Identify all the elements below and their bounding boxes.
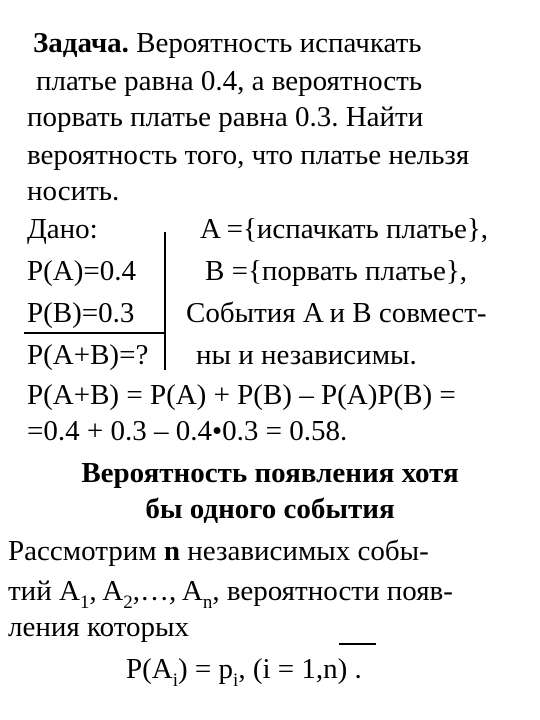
sub-n: n	[202, 592, 213, 613]
intro-sep: , A	[89, 575, 124, 607]
intro-line-2	[8, 574, 453, 612]
intro-text-2a: тий A	[8, 575, 80, 607]
intro-n: n	[163, 535, 181, 567]
task-line-2: платье равна 0.4, а вероятность	[36, 65, 423, 97]
intro-dots: ,…, A	[132, 575, 203, 607]
intro-text-1: Рассмотрим	[8, 535, 164, 567]
given-pab: P(A+B)=?	[27, 339, 149, 371]
task-line-3: порвать платье равна 0.3. Найти	[27, 101, 424, 133]
def-b: B ={порвать платье},	[205, 255, 468, 287]
section-heading-1: Вероятность появления хотя	[81, 457, 459, 489]
given-divider-vertical	[164, 232, 166, 370]
given-divider-horizontal	[24, 332, 165, 334]
task-line-1	[33, 26, 422, 60]
formula-line	[126, 652, 362, 690]
task-text-1: Вероятность испачкать	[136, 27, 422, 59]
given-pa: P(A)=0.4	[27, 255, 136, 287]
formula-sub-i2: i	[233, 670, 239, 691]
def-a: A ={испачкать платье},	[200, 213, 489, 245]
formula-range: 1,n	[301, 653, 338, 685]
solution-line-2: =0.4 + 0.3 – 0.4•0.3 = 0.58.	[27, 415, 348, 447]
formula-range-end: ) .	[337, 653, 362, 685]
intro-text-1b: независимых собы-	[180, 535, 429, 567]
task-line-5: носить.	[27, 175, 120, 207]
def-events-1: События A и B совмест-	[186, 297, 487, 329]
intro-line-3: ления которых	[8, 611, 189, 643]
formula-range-start: , (i =	[238, 653, 302, 685]
sub-2: 2	[123, 592, 133, 613]
intro-text-2b: , вероятности появ-	[212, 575, 453, 607]
solution-line-1: P(A+B) = P(A) + P(B) – P(A)P(B) =	[27, 379, 456, 411]
given-pb: P(B)=0.3	[27, 297, 135, 329]
section-heading-2: бы одного события	[145, 493, 395, 525]
formula-mid: ) = p	[178, 653, 234, 685]
formula-lhs: P(A	[126, 653, 173, 685]
formula-sub-i: i	[172, 670, 179, 691]
given-label: Дано:	[27, 213, 98, 245]
task-line-4: вероятность того, что платье нельзя	[27, 139, 470, 171]
sub-1: 1	[79, 592, 90, 613]
intro-line-1	[8, 534, 429, 568]
def-events-2: ны и независимы.	[196, 339, 417, 371]
formula-range-overline	[339, 643, 376, 645]
task-label: Задача.	[33, 27, 129, 59]
